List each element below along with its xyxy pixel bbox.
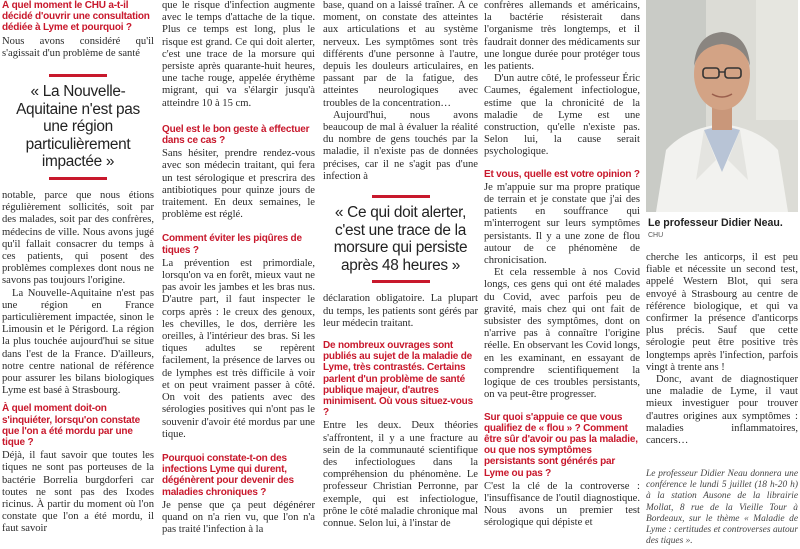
- portrait-photo: [646, 0, 798, 212]
- answer-paragraph: Je pense que ça peut dégénérer quand on n'a rien vu, que l'on n'a pas traité l'infection à la: [162, 499, 315, 536]
- article-column-3: [323, 0, 478, 549]
- answer-paragraph: C'est la clé de la controverse : l'insuffisance de l'outil diagnostique. Nous avons un premier test sérologique qui dépiste et: [484, 480, 640, 529]
- answer-paragraph: que le risque d'infection augmente avec le temps d'attache de la tique. Plus ce temps est long, plus le risque est grand. Ce qui doit alerter, c'est une trace de la morsure qui persiste après quarante-huit heures, une tache rouge, appelée érythème migrant, qui va s'élargir jusqu'à atteindre 10 à 15 cm.: [162, 0, 315, 109]
- portrait-illustration: [646, 0, 798, 212]
- answer-paragraph: notable, parce que nous étions régulièrement sollicités, soit par des malades, soit par des confrères, médecins de ville. Nous avons jugé qu'il fallait consacrer du temps à ces patients, qui posent des problèmes complexes dont nous ne savons pas toujours l'origine.: [2, 189, 154, 287]
- question-heading: Pourquoi constate-t-on des infections Lyme qui durent, dégénèrent pour devenir des maladies chroniques ?: [162, 452, 294, 498]
- answer-paragraph: confrères allemands et américains, la bactérie résisterait dans l'organisme très longtemps, et il faudrait donner des médicaments sur une longue durée pour protéger tous les patients.: [484, 0, 640, 73]
- article-column-5: [646, 252, 798, 447]
- conference-notice: Le professeur Didier Neau donnera une conférence le lundi 5 juillet (18 h-20 h) à la station Ausone de la librairie Mollat, 8 rue de la Vieille Tour à Bordeaux, sur le thème « Maladie de Lyme : certitudes et controverses autour des tiques ».: [646, 469, 798, 547]
- answer-paragraph: déclaration obligatoire. La plupart du temps, les patients sont gérés par leur médecin traitant.: [323, 293, 478, 329]
- article-column-1: [2, 0, 154, 549]
- answer-paragraph: Nous avons considéré qu'il s'agissait d'un problème de santé: [2, 35, 154, 59]
- answer-paragraph: Sans hésiter, prendre rendez-vous avec son médecin traitant, qui fera un test sérologique et prescrira des antibiotiques pour quinze jours de traitement. En deux semaines, le problème est réglé.: [162, 148, 315, 221]
- question-heading: De nombreux ouvrages sont publiés au sujet de la maladie de Lyme, très contrastés. Certains parlent d'un problème de santé publique majeur, d'autres minimisent. Où vous situez-vous ?: [323, 340, 473, 419]
- answer-paragraph: Donc, avant de diagnostiquer une maladie de Lyme, il vaut mieux investiguer pour trouver d'autres origines aux symptômes : maladies inflammatoires, cancers…: [646, 374, 798, 447]
- question-heading: Quel est le bon geste à effectuer dans ce cas ?: [162, 123, 310, 147]
- answer-paragraph: La Nouvelle-Aquitaine n'est pas une région en France particulièrement impactée, sinon le Limousin et le Périgord. La région la plus touchée aujourd'hui se situe dans l'est de la France. D'ailleurs, notre centre national de référence pour assurer les bilans biologiques Lyme est basé à Strasbourg.: [2, 287, 154, 397]
- pull-quote: « La Nouvelle-Aquitaine n'est pas une région particulièrement impactée »: [16, 83, 140, 171]
- question-heading: Et vous, quelle est votre opinion ?: [484, 168, 640, 180]
- answer-paragraph: Je m'appuie sur ma propre pratique de terrain et je constate que j'ai des patients en souffrance qui m'interrogent sur leurs symptômes persistants. Il y a une zone de flou autour de ce phénomène de chronicisation.: [484, 181, 640, 267]
- photo-credit: CHU: [648, 232, 664, 239]
- question-heading: Comment éviter les piqûres de tiques ?: [162, 233, 302, 256]
- photo-caption: Le professeur Didier Neau.: [648, 217, 783, 229]
- answer-paragraph: base, quand on a laissé traîner. À ce moment, on constate des atteintes aux articulations et au système nerveux. Les symptômes sont très différents d'une personne à l'autre, depuis les douleurs articulaires, en passant par de la fatigue, des atteintes neurologiques avec troubles de la concentration…: [323, 0, 478, 109]
- pull-quote-block: [323, 195, 478, 283]
- answer-paragraph: D'un autre côté, le professeur Éric Caumes, également infectiologue, estime que la chronicité de la maladie de Lyme est une construction, qu'elle n'existe pas. Selon lui, la cause serait psychologique.: [484, 73, 640, 158]
- answer-paragraph: Déjà, il faut savoir que toutes les tiques ne sont pas porteuses de la bactérie Borrelia burgdorferi car toutes ne sont pas des Ixodes ricinus. À partir du moment où l'on constate que l'on a été mordu, il faut savoir: [2, 450, 154, 535]
- pull-quote-rule-top: [49, 74, 107, 77]
- article-column-2: [162, 0, 315, 549]
- answer-paragraph: Aujourd'hui, nous avons beaucoup de mal à évaluer la réalité du nombre de gens touchés par la maladie, il n'existe pas de données précises, car il ne s'agit pas d'une infection à: [323, 109, 478, 182]
- pull-quote-rule-bottom: [372, 280, 430, 283]
- pull-quote-rule-bottom: [49, 177, 107, 180]
- question-heading: À quel moment le CHU a-t-il décidé d'ouvrir une consultation dédiée à Lyme et pourquoi ?: [2, 0, 150, 34]
- answer-paragraph: cherche les anticorps, il est peu fiable et nécessite un second test, appelé Western Blot, qui sera envoyé à Strasbourg au centre de référence biologique, et qui va confirmer la présence d'anticorps plus précis. Sauf que cette sérologie peut être positive très longtemps après l'infection, parfois vingt à trente ans !: [646, 252, 798, 373]
- question-heading: Sur quoi s'appuie ce que vous qualifiez de « flou » ? Comment être sûr d'avoir ou pas la maladie, ou que nos symptômes persistants sont générés par Lyme ou pas ?: [484, 411, 638, 479]
- question-heading: À quel moment doit-on s'inquiéter, lorsqu'on constate que l'on a été mordu par une tique ?: [2, 403, 141, 449]
- answer-paragraph: Et cela ressemble à nos Covid longs, ces gens qui ont été malades du Covid, avec parfois peu de gravité, mais chez qui ont fait de subsister des symptômes, dont on n'arrive pas à connaître l'origine réelle. En observant les Covid longs, en les examinant, en essayant de comprendre scientifiquement la logique de ces troubles persistants, on va peut-être progresser.: [484, 267, 640, 401]
- answer-paragraph: Entre les deux. Deux théories s'affrontent, il y a une fracture au sein de la communauté scientifique des infectiologues dans la compréhension du phénomène. Le professeur Christian Perronne, par exemple, qui est infectiologue, prône le côté maladie chronique mal connue. Selon lui, à l'instar de: [323, 420, 478, 530]
- pull-quote-block: [2, 74, 154, 180]
- pull-quote-rule-top: [372, 195, 430, 198]
- answer-paragraph: La prévention est primordiale, lorsqu'on va en forêt, mieux vaut ne pas avoir les jambes et les bras nus. D'autre part, il faut inspecter le corps après : le creux des genoux, les chevilles, le dos, derrière les oreilles, à l'intérieur des bras. Si les tiques adultes se repèrent facilement, la présence de larves ou de lymphes est très difficile à voir et on peut vraiment passer à côté. On voit des patients avec des sérologies positives qui n'ont pas le souvenir d'avoir été mordus par une tique.: [162, 257, 315, 440]
- pull-quote: « Ce qui doit alerter, c'est une trace de la morsure qui persiste après 48 heures »: [333, 204, 468, 274]
- article-column-4: [484, 0, 640, 549]
